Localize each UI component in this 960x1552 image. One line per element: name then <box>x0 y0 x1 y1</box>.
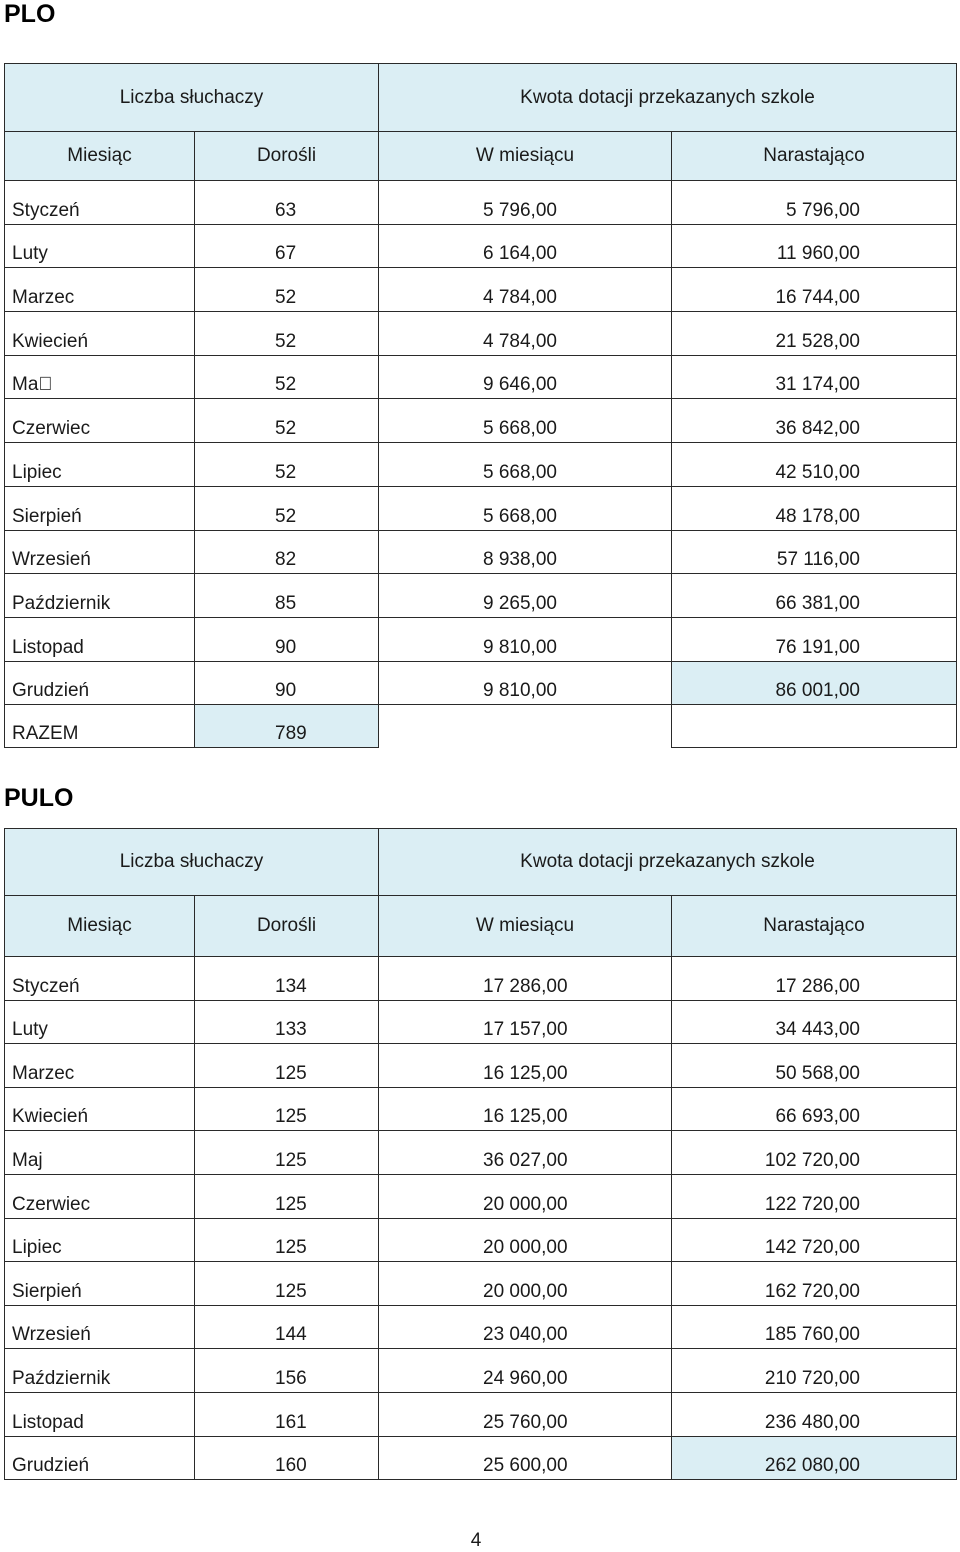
cell-miesiac: Lipiec <box>5 1218 195 1262</box>
cell-narastajaco: 31 174,00 <box>672 355 957 399</box>
header-row-columns <box>5 132 957 181</box>
cell-narastajaco: 162 720,00 <box>672 1262 957 1306</box>
cell-narastajaco: 142 720,00 <box>672 1218 957 1262</box>
cell-miesiac: Styczeń <box>5 181 195 225</box>
cell-dorosli: 82 <box>195 530 379 574</box>
cell-miesiac: Maj <box>5 1131 195 1175</box>
total-value: 789 <box>195 705 379 748</box>
page-number: 4 <box>470 1530 482 1551</box>
cell-miesiac: Grudzień <box>5 661 195 705</box>
cell-w-miesiacu: 9 810,00 <box>379 617 672 661</box>
empty-total-cell <box>672 705 957 748</box>
blank-cell <box>379 705 672 748</box>
table-row <box>5 399 957 443</box>
cell-w-miesiacu: 20 000,00 <box>379 1218 672 1262</box>
cell-dorosli: 125 <box>195 1174 379 1218</box>
cell-miesiac: Luty <box>5 224 195 268</box>
cell-narastajaco: 185 760,00 <box>672 1305 957 1349</box>
cell-w-miesiacu: 9 265,00 <box>379 574 672 618</box>
cell-dorosli: 52 <box>195 268 379 312</box>
cell-miesiac: Grudzień <box>5 1436 195 1480</box>
cell-w-miesiacu: 20 000,00 <box>379 1262 672 1306</box>
cell-miesiac: Luty <box>5 1000 195 1044</box>
table-row <box>5 661 957 705</box>
cell-dorosli: 63 <box>195 181 379 225</box>
cell-miesiac: Marzec <box>5 268 195 312</box>
cell-w-miesiacu: 4 784,00 <box>379 312 672 356</box>
cell-w-miesiacu: 9 810,00 <box>379 661 672 705</box>
cell-miesiac: Kwiecień <box>5 1087 195 1131</box>
cell-miesiac: Lipiec <box>5 443 195 487</box>
cell-w-miesiacu: 25 600,00 <box>379 1436 672 1480</box>
cell-w-miesiacu: 9 646,00 <box>379 355 672 399</box>
table-row <box>5 574 957 618</box>
cell-narastajaco: 66 693,00 <box>672 1087 957 1131</box>
table-row <box>5 1044 957 1088</box>
column-header-dorosli: Dorośli <box>195 132 379 181</box>
header-row-top <box>5 64 957 132</box>
cell-narastajaco: 5 796,00 <box>672 181 957 225</box>
cell-narastajaco: 210 720,00 <box>672 1349 957 1393</box>
cell-miesiac: Listopad <box>5 617 195 661</box>
table-row <box>5 1392 957 1436</box>
cell-dorosli: 52 <box>195 486 379 530</box>
cell-miesiac: Czerwiec <box>5 399 195 443</box>
cell-dorosli: 125 <box>195 1218 379 1262</box>
section-title-pulo: PULO <box>4 784 74 812</box>
cell-w-miesiacu: 5 668,00 <box>379 486 672 530</box>
table-row <box>5 443 957 487</box>
cell-narastajaco: 122 720,00 <box>672 1174 957 1218</box>
plo-table <box>4 63 957 748</box>
cell-narastajaco: 57 116,00 <box>672 530 957 574</box>
cell-dorosli: 125 <box>195 1087 379 1131</box>
cell-dorosli: 160 <box>195 1436 379 1480</box>
total-row <box>5 705 957 748</box>
cell-dorosli: 67 <box>195 224 379 268</box>
cell-miesiac: Marzec <box>5 1044 195 1088</box>
cell-narastajaco: 11 960,00 <box>672 224 957 268</box>
table-row <box>5 530 957 574</box>
table-row <box>5 355 957 399</box>
cell-narastajaco: 86 001,00 <box>672 661 957 705</box>
cell-dorosli: 52 <box>195 399 379 443</box>
header-liczba-sluchaczy: Liczba słuchaczy <box>5 829 379 896</box>
column-header-miesiac: Miesiąc <box>5 896 195 957</box>
cell-miesiac: Październik <box>5 574 195 618</box>
table-row <box>5 1305 957 1349</box>
cell-narastajaco: 34 443,00 <box>672 1000 957 1044</box>
cell-miesiac: Listopad <box>5 1392 195 1436</box>
cell-dorosli: 125 <box>195 1262 379 1306</box>
total-label: RAZEM <box>5 705 195 748</box>
cell-narastajaco: 21 528,00 <box>672 312 957 356</box>
table-row <box>5 1262 957 1306</box>
header-row-columns <box>5 896 957 957</box>
column-header-w-miesiacu: W miesiącu <box>379 132 672 181</box>
cell-w-miesiacu: 5 668,00 <box>379 399 672 443</box>
cell-w-miesiacu: 8 938,00 <box>379 530 672 574</box>
cell-w-miesiacu: 16 125,00 <box>379 1087 672 1131</box>
header-row-top <box>5 829 957 896</box>
cell-dorosli: 144 <box>195 1305 379 1349</box>
cell-w-miesiacu: 36 027,00 <box>379 1131 672 1175</box>
cell-miesiac: Czerwiec <box>5 1174 195 1218</box>
cell-narastajaco: 50 568,00 <box>672 1044 957 1088</box>
cell-w-miesiacu: 4 784,00 <box>379 268 672 312</box>
cell-w-miesiacu: 23 040,00 <box>379 1305 672 1349</box>
table-row <box>5 1131 957 1175</box>
table-row <box>5 486 957 530</box>
cell-dorosli: 125 <box>195 1044 379 1088</box>
cell-dorosli: 161 <box>195 1392 379 1436</box>
table-row <box>5 268 957 312</box>
table-row <box>5 1000 957 1044</box>
table-row <box>5 1436 957 1480</box>
cell-dorosli: 52 <box>195 355 379 399</box>
cell-dorosli: 90 <box>195 617 379 661</box>
table-row <box>5 312 957 356</box>
cell-miesiac: Sierpień <box>5 486 195 530</box>
pulo-table <box>4 828 957 1480</box>
cell-dorosli: 133 <box>195 1000 379 1044</box>
cell-dorosli: 52 <box>195 443 379 487</box>
header-liczba-sluchaczy: Liczba słuchaczy <box>5 64 379 132</box>
cell-miesiac: Październik <box>5 1349 195 1393</box>
column-header-dorosli: Dorośli <box>195 896 379 957</box>
cell-narastajaco: 236 480,00 <box>672 1392 957 1436</box>
cell-miesiac: Ma <box>5 355 195 399</box>
section-title-plo: PLO <box>4 0 56 28</box>
table-row <box>5 1174 957 1218</box>
cell-miesiac: Sierpień <box>5 1262 195 1306</box>
table-row <box>5 1087 957 1131</box>
cell-miesiac: Wrzesień <box>5 530 195 574</box>
cell-dorosli: 156 <box>195 1349 379 1393</box>
cell-narastajaco: 42 510,00 <box>672 443 957 487</box>
cell-w-miesiacu: 25 760,00 <box>379 1392 672 1436</box>
cell-dorosli: 90 <box>195 661 379 705</box>
cell-narastajaco: 36 842,00 <box>672 399 957 443</box>
table-row <box>5 957 957 1001</box>
column-header-w-miesiacu: W miesiącu <box>379 896 672 957</box>
header-kwota-dotacji: Kwota dotacji przekazanych szkole <box>379 829 957 896</box>
cell-narastajaco: 66 381,00 <box>672 574 957 618</box>
table-row <box>5 1218 957 1262</box>
header-kwota-dotacji: Kwota dotacji przekazanych szkole <box>379 64 957 132</box>
cell-w-miesiacu: 24 960,00 <box>379 1349 672 1393</box>
cell-narastajaco: 16 744,00 <box>672 268 957 312</box>
cell-w-miesiacu: 20 000,00 <box>379 1174 672 1218</box>
cell-dorosli: 134 <box>195 957 379 1001</box>
cell-dorosli: 52 <box>195 312 379 356</box>
cell-dorosli: 125 <box>195 1131 379 1175</box>
cell-w-miesiacu: 17 157,00 <box>379 1000 672 1044</box>
cell-w-miesiacu: 5 796,00 <box>379 181 672 225</box>
cell-miesiac: Wrzesień <box>5 1305 195 1349</box>
cell-narastajaco: 48 178,00 <box>672 486 957 530</box>
table-row <box>5 181 957 225</box>
column-header-narastajaco: Narastająco <box>672 896 957 957</box>
cell-narastajaco: 262 080,00 <box>672 1436 957 1480</box>
cell-narastajaco: 17 286,00 <box>672 957 957 1001</box>
cell-w-miesiacu: 17 286,00 <box>379 957 672 1001</box>
table-row <box>5 224 957 268</box>
cell-narastajaco: 102 720,00 <box>672 1131 957 1175</box>
cell-w-miesiacu: 5 668,00 <box>379 443 672 487</box>
column-header-narastajaco: Narastająco <box>672 132 957 181</box>
cell-w-miesiacu: 6 164,00 <box>379 224 672 268</box>
cell-miesiac: Kwiecień <box>5 312 195 356</box>
cell-w-miesiacu: 16 125,00 <box>379 1044 672 1088</box>
table-row <box>5 617 957 661</box>
cell-narastajaco: 76 191,00 <box>672 617 957 661</box>
cell-dorosli: 85 <box>195 574 379 618</box>
column-header-miesiac: Miesiąc <box>5 132 195 181</box>
table-row <box>5 1349 957 1393</box>
cell-miesiac: Styczeń <box>5 957 195 1001</box>
